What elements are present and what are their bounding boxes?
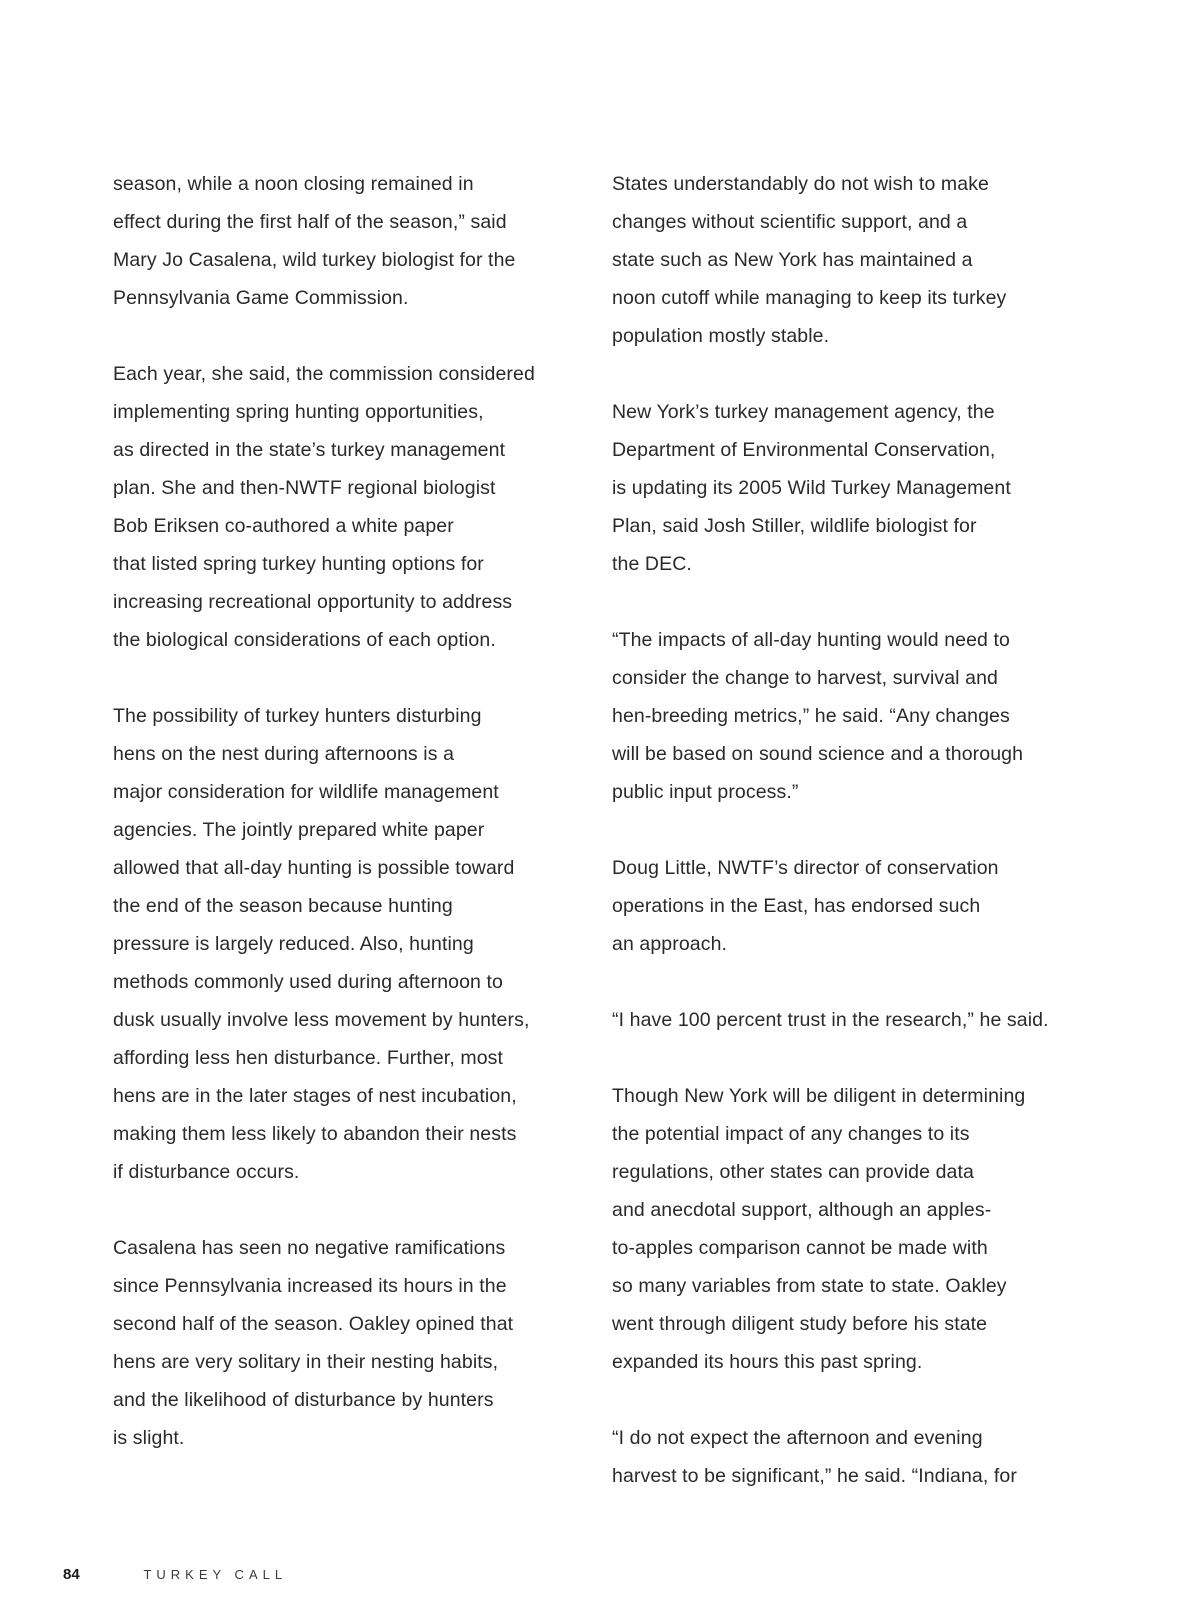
- text-line: changes without scientific support, and a: [612, 211, 968, 233]
- paragraph-gap: [612, 583, 1082, 621]
- paragraph-gap: [612, 811, 1082, 849]
- text-line: that listed spring turkey hunting options for: [113, 553, 484, 575]
- text-line: is updating its 2005 Wild Turkey Management: [612, 477, 1011, 499]
- paragraph: [113, 697, 583, 1191]
- text-line: increasing recreational opportunity to address: [113, 591, 513, 613]
- paragraph-gap: [612, 963, 1082, 1001]
- text-line: hens are very solitary in their nesting habits,: [113, 1351, 499, 1373]
- text-line: if disturbance occurs.: [113, 1161, 300, 1183]
- text-line: to-apples comparison cannot be made with: [612, 1237, 988, 1259]
- text-line: “I do not expect the afternoon and evening: [612, 1427, 983, 1449]
- text-line: Mary Jo Casalena, wild turkey biologist for the: [113, 249, 516, 271]
- text-line: and anecdotal support, although an apples-: [612, 1199, 992, 1221]
- text-line: allowed that all-day hunting is possible toward: [113, 857, 515, 879]
- text-line: Plan, said Josh Stiller, wildlife biologist for: [612, 515, 977, 537]
- text-line: and the likelihood of disturbance by hunters: [113, 1389, 494, 1411]
- text-line: expanded its hours this past spring.: [612, 1351, 923, 1373]
- page-number: 84: [63, 1566, 80, 1583]
- text-line: operations in the East, has endorsed such: [612, 895, 981, 917]
- text-line: state such as New York has maintained a: [612, 249, 973, 271]
- text-line: population mostly stable.: [612, 325, 830, 347]
- text-line: Department of Environmental Conservation,: [612, 439, 996, 461]
- paragraph: [612, 621, 1082, 811]
- paragraph-gap: [113, 317, 583, 355]
- text-line: since Pennsylvania increased its hours in the: [113, 1275, 507, 1297]
- paragraph: [612, 393, 1082, 583]
- paragraph: [113, 355, 583, 659]
- text-line: an approach.: [612, 933, 728, 955]
- text-line: methods commonly used during afternoon to: [113, 971, 503, 993]
- text-line: implementing spring hunting opportunities,: [113, 401, 484, 423]
- text-line: will be based on sound science and a thorough: [612, 743, 1024, 765]
- text-line: pressure is largely reduced. Also, hunting: [113, 933, 474, 955]
- paragraph-gap: [113, 1191, 583, 1229]
- text-line: regulations, other states can provide data: [612, 1161, 974, 1183]
- text-line: hen-breeding metrics,” he said. “Any changes: [612, 705, 1010, 727]
- text-line: the end of the season because hunting: [113, 895, 453, 917]
- paragraph: [612, 1419, 1082, 1495]
- text-line: plan. She and then-NWTF regional biologist: [113, 477, 496, 499]
- paragraph: [113, 1229, 583, 1457]
- text-line: The possibility of turkey hunters disturbing: [113, 705, 482, 727]
- paragraph: [612, 1077, 1082, 1381]
- paragraph: [612, 849, 1082, 963]
- text-line: effect during the first half of the season,” said: [113, 211, 507, 233]
- paragraph-gap: [113, 659, 583, 697]
- text-line: “I have 100 percent trust in the research,” he said.: [612, 1009, 1049, 1031]
- text-line: the potential impact of any changes to its: [612, 1123, 970, 1145]
- text-line: Pennsylvania Game Commission.: [113, 287, 409, 309]
- text-line: public input process.”: [612, 781, 799, 803]
- text-line: Doug Little, NWTF’s director of conservation: [612, 857, 999, 879]
- text-line: is slight.: [113, 1427, 185, 1449]
- text-line: “The impacts of all-day hunting would need to: [612, 629, 1010, 651]
- text-line: so many variables from state to state. Oakley: [612, 1275, 1007, 1297]
- text-line: as directed in the state’s turkey management: [113, 439, 506, 461]
- paragraph: [612, 165, 1082, 355]
- text-line: consider the change to harvest, survival and: [612, 667, 998, 689]
- text-line: harvest to be significant,” he said. “Indiana, for: [612, 1465, 1017, 1487]
- paragraph: [612, 1001, 1082, 1039]
- text-line: New York’s turkey management agency, the: [612, 401, 995, 423]
- text-line: affording less hen disturbance. Further, most: [113, 1047, 504, 1069]
- magazine-name: TURKEY CALL: [143, 1567, 288, 1582]
- page-footer: [63, 1563, 287, 1587]
- paragraph-gap: [612, 1381, 1082, 1419]
- text-line: noon cutoff while managing to keep its turkey: [612, 287, 1007, 309]
- text-line: Casalena has seen no negative ramifications: [113, 1237, 506, 1259]
- paragraph-gap: [612, 1039, 1082, 1077]
- text-line: making them less likely to abandon their nests: [113, 1123, 517, 1145]
- text-line: major consideration for wildlife management: [113, 781, 499, 803]
- text-line: Though New York will be diligent in determining: [612, 1085, 1026, 1107]
- text-line: the biological considerations of each option.: [113, 629, 496, 651]
- paragraph-gap: [612, 355, 1082, 393]
- text-line: dusk usually involve less movement by hunters,: [113, 1009, 530, 1031]
- text-line: Each year, she said, the commission considered: [113, 363, 535, 385]
- text-line: season, while a noon closing remained in: [113, 173, 474, 195]
- left-column: [113, 165, 583, 1457]
- text-line: hens on the nest during afternoons is a: [113, 743, 455, 765]
- text-line: States understandably do not wish to make: [612, 173, 989, 195]
- text-line: the DEC.: [612, 553, 692, 575]
- text-line: second half of the season. Oakley opined that: [113, 1313, 514, 1335]
- text-line: went through diligent study before his state: [612, 1313, 988, 1335]
- paragraph: [113, 165, 583, 317]
- text-line: hens are in the later stages of nest incubation,: [113, 1085, 517, 1107]
- text-line: Bob Eriksen co-authored a white paper: [113, 515, 454, 537]
- text-line: agencies. The jointly prepared white paper: [113, 819, 485, 841]
- right-column: [612, 165, 1082, 1495]
